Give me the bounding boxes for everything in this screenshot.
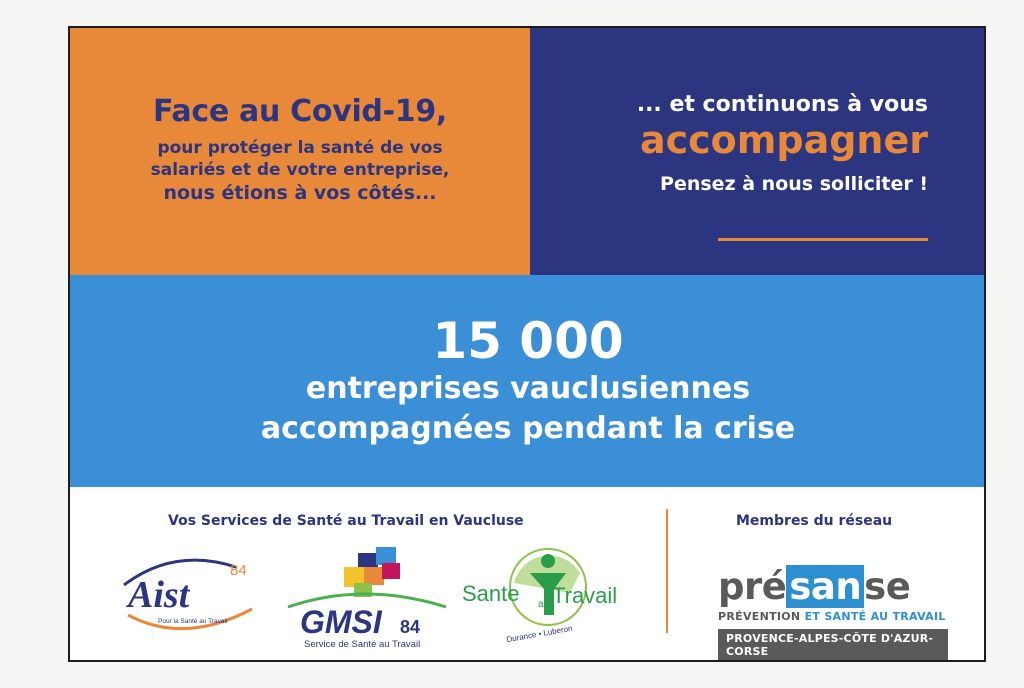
stat-line-1: entreprises vauclusiennes [305,371,751,406]
covid-title: Face au Covid-19, [152,94,448,129]
aist-logo-graphic [114,545,264,645]
right-line-3: Pensez à nous solliciter ! [660,173,928,195]
sante-au-travail-logo [458,543,628,653]
aist-84-logo [114,545,264,645]
gmsi-wordmark: GMSI [300,604,382,640]
sante-logo-graphic [458,543,628,653]
presanse-se: se [864,565,911,608]
gmsi-number: 84 [400,617,421,637]
orange-panel [70,28,530,275]
presanse-sub-2: ET SANTÉ AU TRAVAIL [804,610,946,623]
gmsi-84-logo [284,537,454,657]
presanse-pre: pré [718,565,787,608]
presanse-logo [718,565,948,661]
presanse-san: san [786,565,864,608]
poster [68,26,986,662]
stat-number: 15 000 [432,312,624,370]
services-heading: Vos Services de Santé au Travail en Vaucluse [168,513,524,529]
left-message [70,94,530,205]
navy-panel [530,28,986,275]
stat-panel [70,275,986,487]
right-message [530,92,986,195]
orange-rule [718,238,928,241]
vertical-divider [666,509,668,633]
logos-section [70,487,986,662]
left-line-3: nous étions à vos côtés... [163,182,437,204]
sante-word: Sante [462,581,520,606]
members-heading: Membres du réseau [736,513,893,529]
gmsi-logo-graphic [284,537,454,657]
travail-word: Travail [552,583,618,608]
left-line-2: salariés et de votre entreprise, [150,160,450,180]
au-word: au [538,599,550,610]
accompagner-word: accompagner [639,118,928,162]
gmsi-tagline: Service de Santé au Travail [304,639,421,650]
aist-tagline: Pour la Santé au Travail [158,618,228,625]
presanse-region-bar: PROVENCE-ALPES-CÔTE D'AZUR-CORSE [718,629,948,661]
left-line-1: pour protéger la santé de vos [157,138,443,158]
presanse-wordmark [718,565,948,608]
aist-wordmark: Aist [128,574,190,616]
durance-luberon-tagline: Durance • Luberon [505,623,574,645]
right-line-1: ... et continuons à vous [636,92,928,117]
presanse-sub-1: PRÉVENTION [718,610,801,623]
aist-number: 84 [230,562,247,579]
presanse-subtitle [718,610,948,623]
stat-line-2: accompagnées pendant la crise [260,411,796,446]
